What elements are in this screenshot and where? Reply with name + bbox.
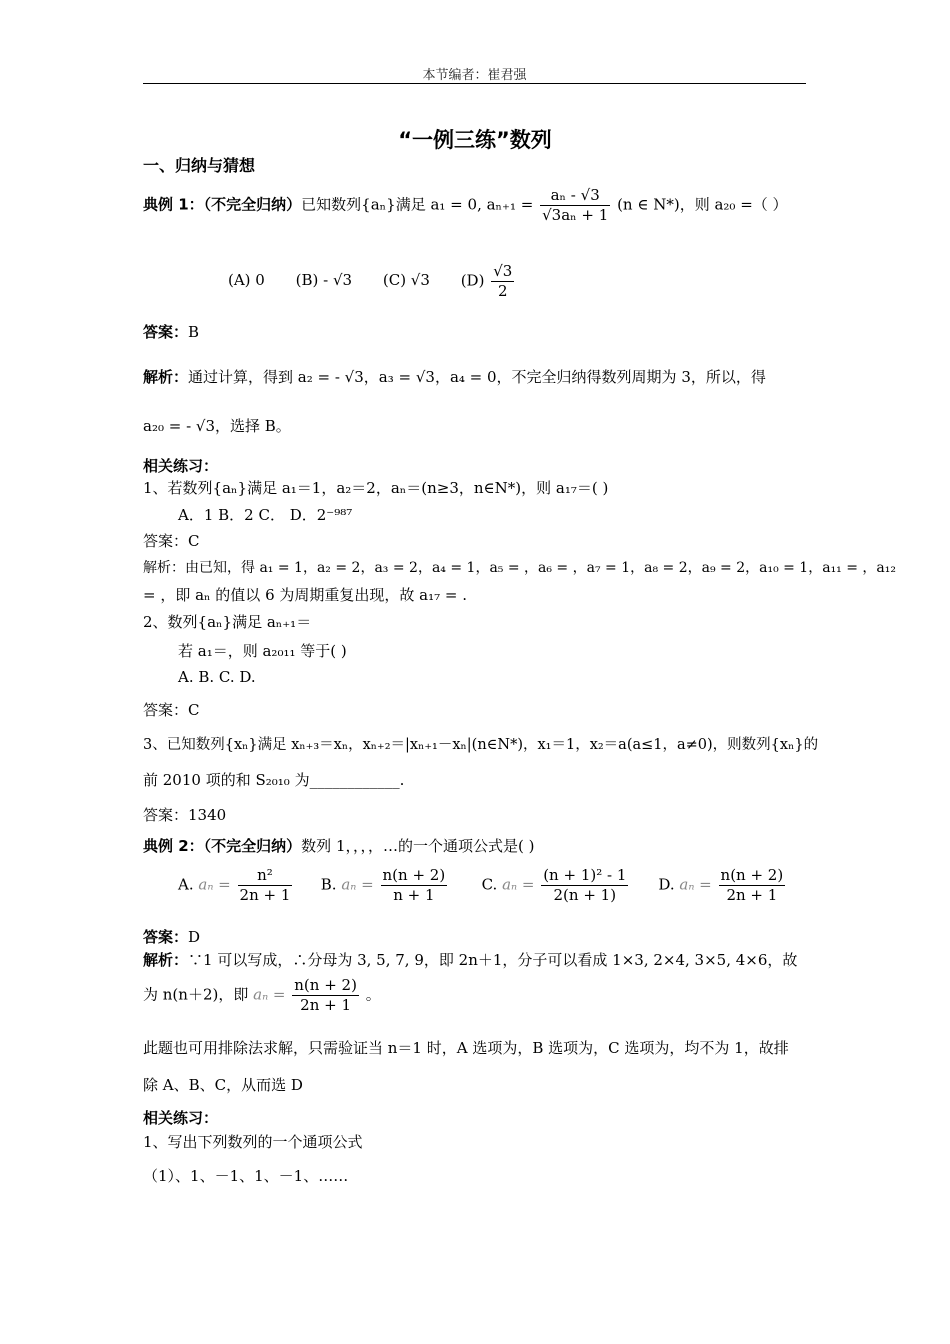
example-1-analysis-2: a₂₀ = - √3，选择 B。 [143,417,291,435]
practice-q1-analysis: 解析：由已知，得 a₁ = 1，a₂ = 2，a₃ = 2，a₄ = 1，a₅ = ，a₆ = ，a₇ = 1，a₈ = 2，a₉ = 2，a₁₀ = 1，a₁₁ = ，a₁₂ [143,560,896,576]
example-1-options [228,262,516,301]
practice-q3-2: 前 2010 项的和 S₂₀₁₀ 为____________. [143,771,405,789]
ex2-option-d: D. aₙ = $\frac{n(n + 2)}{2n + 1}$ [658,866,784,904]
option-a: (A) 0 [228,271,265,290]
practice-heading: 相关练习： [143,457,219,475]
practice-2-q1: 1、写出下列数列的一个通项公式 [143,1133,363,1151]
practice-q2: 2、数列{aₙ}满足 aₙ₊₁＝ [143,613,312,631]
recurrence-fraction: $\frac{\text{aₙ - √3}}{\text{√3aₙ + 1}}$ [542,186,609,224]
example-2-label: 典例 2：（不完全归纳） [143,837,302,855]
example-1-text: 已知数列{aₙ}满足 a₁ = 0, aₙ₊₁ = [301,195,534,214]
practice-q3-answer: 答案：1340 [143,806,227,824]
practice-q1-answer: 答案：C [143,532,200,550]
example-2-extra: 此题也可用排除法求解，只需验证当 n＝1 时，A 选项为，B 选项为，C 选项为，均不为 1，故排 [143,1039,789,1057]
practice-2-q1-1: （1）、1、－1、1、－1、…… [143,1167,349,1185]
example-1-answer: 答案：B [143,323,200,341]
ex2-option-b: B. aₙ = $\frac{n(n + 2)}{n + 1}$ [320,866,446,904]
page-title: “一例三练”数列 [398,128,552,152]
practice-q3: 3、已知数列{xₙ}满足 xₙ₊₃＝xₙ，xₙ₊₂＝|xₙ₊₁－xₙ|(n∈N*)，x₁＝1，x₂＝a(a≤1，a≠0)，则数列{xₙ}的 [143,737,819,753]
practice-q2-condition: 若 a₁＝，则 a₂₀₁₁ 等于( ) [178,642,347,660]
example-1-question [143,186,788,225]
example-1-analysis: 解析：通过计算，得到 a₂ = - √3，a₃ = √3，a₄ = 0，不完全归纳得数列周期为 3，所以，得 [143,368,766,386]
example-2-question: 典例 2：（不完全归纳）数列 1，，，，…的一个通项公式是( ) [143,837,535,855]
example-1-tail: (n ∈ N*)，则 a₂₀ =（ ） [617,195,788,214]
example-2-extra-2: 除 A、B、C，从而选 D [143,1076,303,1094]
option-d: (D) [460,271,485,290]
option-b: (B) - √3 [295,271,353,290]
page-header: 本节编者：崔君强 [422,68,527,83]
example-2-answer: 答案：D [143,928,201,946]
practice-q2-answer: 答案：C [143,701,200,719]
option-d-fraction: $\frac{√3}{2}$ [493,262,513,300]
practice-2-heading: 相关练习： [143,1109,219,1127]
example-1-label: 典例 1：（不完全归纳） [143,195,302,214]
section-heading: 一、归纳与猜想 [143,156,256,175]
practice-q1-options: A．1 B．2 C． D．2⁻⁹⁸⁷ [178,506,353,524]
practice-q2-options: A. B. C. D. [178,668,256,686]
example-2-options [178,866,787,905]
ex2-option-a: A. aₙ = $\frac{\text{n²}}{2n + 1}$ [178,866,291,904]
option-c: (C) √3 [382,271,430,290]
practice-q1: 1、若数列{aₙ}满足 a₁＝1，a₂＝2，aₙ＝(n≥3，n∈N*)，则 a₁₇＝( ) [143,479,609,497]
ex2-option-c: C. aₙ = $\frac{\text{(n + 1)² - 1}}{2(n + 1)}$ [481,866,627,904]
example-2-analysis-2: 为 n(n＋2)，即 aₙ = $\frac{n(n + 2)}{2n + 1}$ 。 [143,976,381,1014]
practice-q1-analysis-2: = ，即 aₙ 的值以 6 为周期重复出现，故 a₁₇ = . [143,586,467,604]
example-2-analysis: 解析：∵1 可以写成，∴分母为 3, 5, 7, 9，即 2n＋1，分子可以看成 1×3, 2×4, 3×5, 4×6，故 [143,951,798,969]
header-rule [143,83,806,84]
